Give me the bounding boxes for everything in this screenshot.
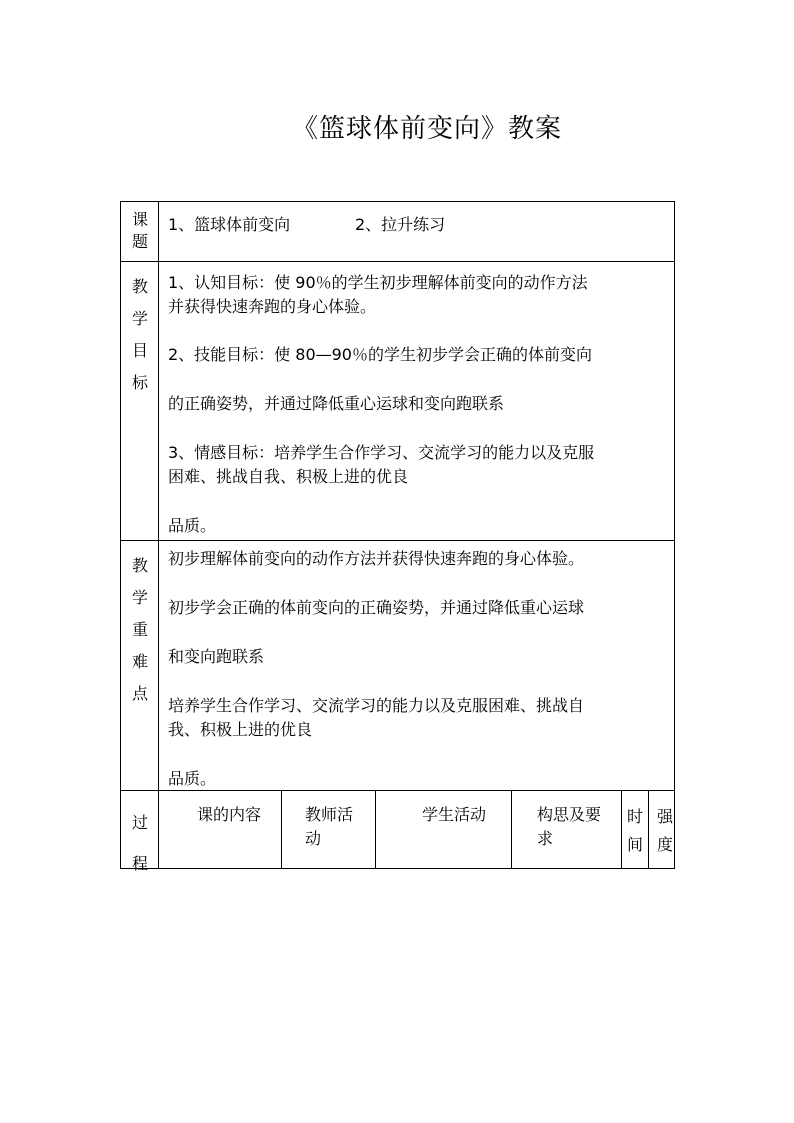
page-title: 《篮球体前变向》教案 — [291, 114, 562, 144]
skill-objective-line-2: 的正确姿势，并通过降低重心运球和变向跑联系 — [168, 394, 505, 413]
header-line: 度 — [657, 835, 674, 854]
key-point-line-3: 和变向跑联系 — [168, 647, 265, 666]
label-char: 学 — [131, 588, 148, 607]
label-char: 标 — [131, 373, 148, 392]
header-line: 动 — [305, 829, 322, 848]
lesson-label — [122, 209, 158, 253]
header-line: 时 — [627, 807, 644, 826]
lesson-item-2: 2、拉升练习 — [355, 215, 446, 234]
cognitive-objective-line-2: 并获得快速奔跑的身心体验。 — [168, 297, 377, 316]
table-border-right — [674, 201, 675, 869]
label-char: 题 — [131, 232, 148, 251]
row-divider-lesson — [120, 261, 675, 262]
affective-objective-line-2: 困难、挑战自我、积极上进的优良 — [168, 467, 409, 486]
key-point-line-5: 我、积极上进的优良 — [168, 720, 313, 739]
process-divider-3 — [511, 790, 512, 869]
label-char: 教 — [131, 556, 148, 575]
process-col-time — [627, 803, 643, 859]
key-point-line-6: 品质。 — [168, 769, 217, 788]
header-line: 间 — [627, 835, 644, 854]
process-col-content: 课的内容 — [197, 805, 262, 824]
table-border-left — [120, 201, 121, 869]
process-divider-5 — [648, 790, 649, 869]
label-char: 教 — [131, 277, 148, 296]
objectives-label — [122, 271, 158, 399]
lesson-plan-table — [120, 201, 675, 873]
row-divider-objectives — [120, 540, 675, 541]
table-border-bottom — [120, 868, 675, 869]
header-line: 构思及要 — [537, 805, 602, 824]
header-line: 强 — [657, 807, 674, 826]
affective-objective-line-3: 品质。 — [168, 516, 217, 535]
process-divider-2 — [375, 790, 376, 869]
key-point-line-4: 培养学生合作学习、交流学习的能力以及克服困难、挑战自 — [168, 696, 585, 715]
header-line: 教师活 — [305, 805, 354, 824]
process-col-teacher — [305, 803, 353, 851]
process-divider-4 — [621, 790, 622, 869]
label-char: 课 — [131, 210, 148, 229]
process-label — [122, 802, 158, 884]
lesson-item-1: 1、篮球体前变向 — [168, 215, 291, 234]
process-col-design — [537, 803, 601, 851]
label-char: 目 — [131, 341, 148, 360]
table-border-top — [120, 201, 675, 202]
affective-objective-line-1: 3、情感目标：培养学生合作学习、交流学习的能力以及克服 — [168, 443, 595, 462]
skill-objective-line-1: 2、技能目标：使 80—90％的学生初步学会正确的体前变向 — [168, 345, 592, 364]
key-point-line-1: 初步理解体前变向的动作方法并获得快速奔跑的身心体验。 — [168, 549, 585, 568]
label-char: 过 — [131, 813, 148, 832]
cognitive-objective-line-1: 1、认知目标：使 90％的学生初步理解体前变向的动作方法 — [168, 273, 588, 292]
label-char: 重 — [131, 620, 148, 639]
key-point-line-2: 初步学会正确的体前变向的正确姿势，并通过降低重心运球 — [168, 598, 585, 617]
header-line: 求 — [537, 829, 554, 848]
key-points-label — [122, 550, 158, 710]
label-char: 难 — [131, 652, 148, 671]
label-char: 学 — [131, 309, 148, 328]
process-col-intensity — [657, 803, 674, 859]
label-column-divider — [158, 201, 159, 869]
label-char: 点 — [131, 684, 148, 703]
process-col-student: 学生活动 — [422, 805, 487, 824]
label-char: 程 — [131, 854, 148, 873]
process-divider-1 — [281, 790, 282, 869]
